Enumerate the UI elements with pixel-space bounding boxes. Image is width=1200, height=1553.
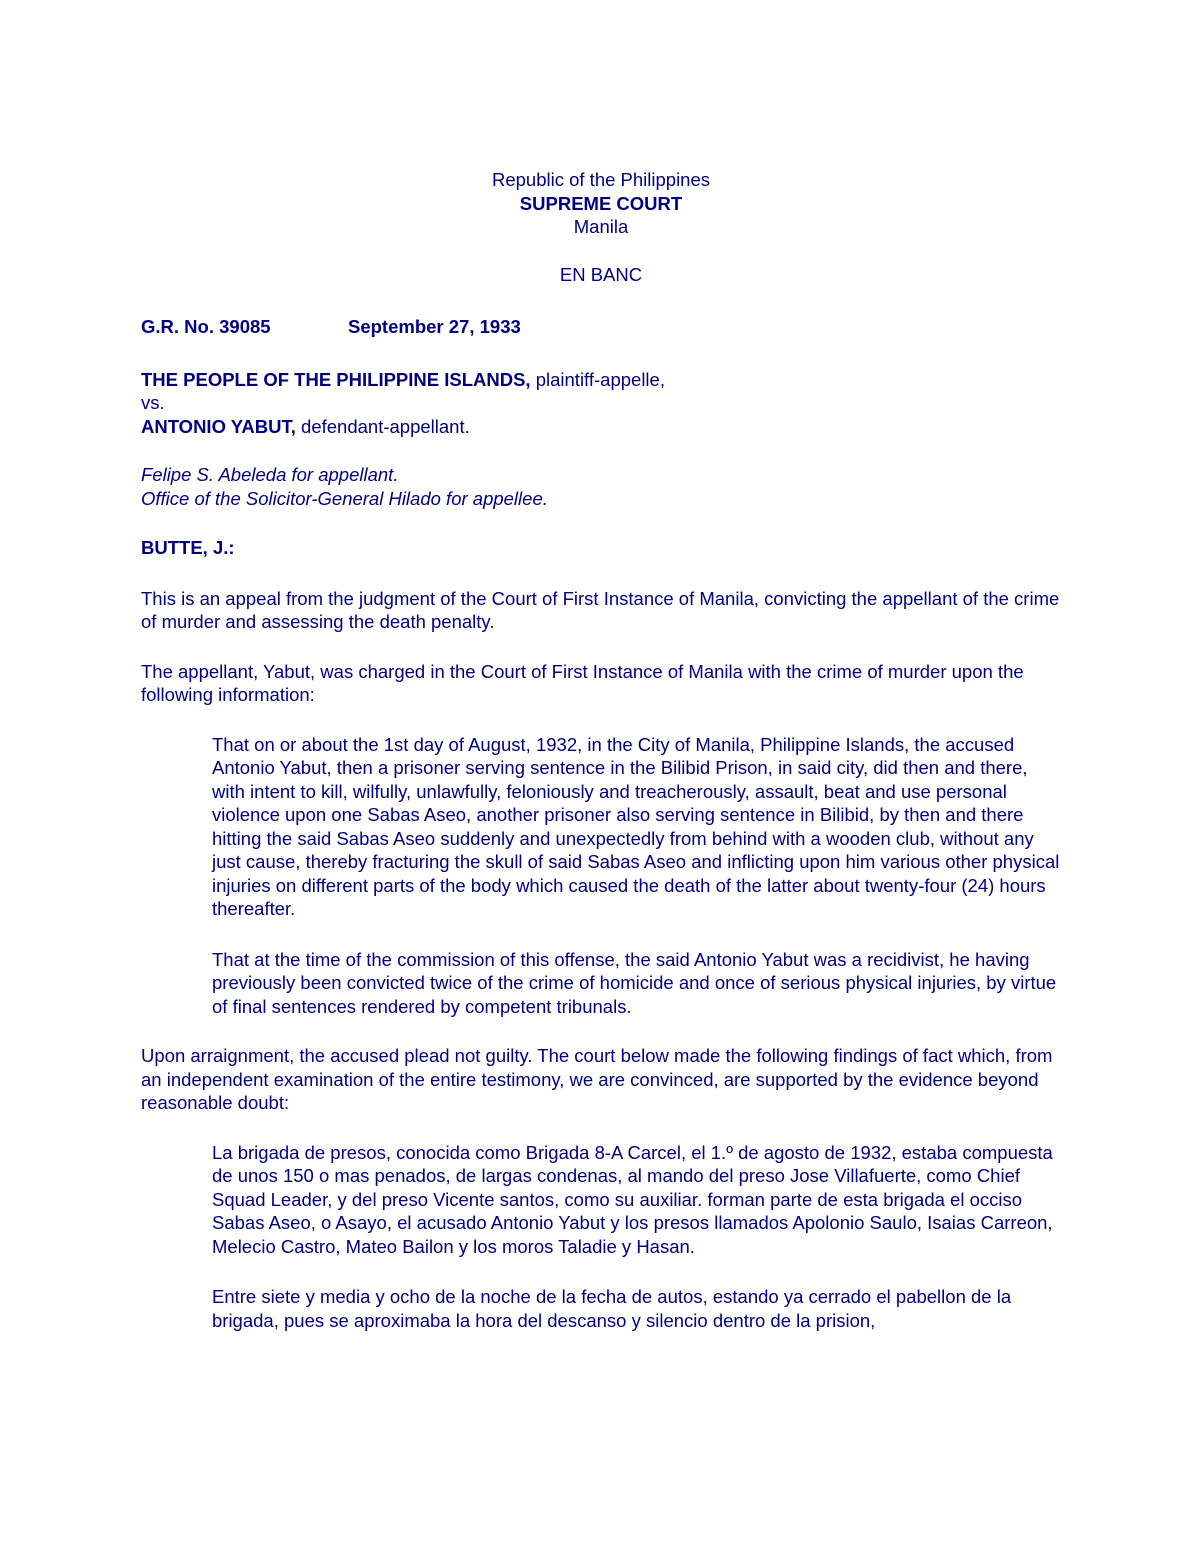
counsel-appellant: Felipe S. Abeleda for appellant. [141, 464, 399, 485]
quoted-findings-2: Entre siete y media y ocho de la noche de la fecha de autos, estando ya cerrado el pabellon de la brigada, pues se aproximaba la hora del descanso y silencio dentro de la prision, [212, 1286, 1012, 1331]
decision-date: September 27, 1933 [348, 316, 521, 337]
defendant-name: ANTONIO YABUT, [141, 415, 296, 437]
case-title [141, 368, 1061, 439]
document-page [141, 168, 1061, 1332]
paragraph-2: The appellant, Yabut, was charged in the Court of First Instance of Manila with the crime of murder upon the following information: [141, 660, 1024, 705]
paragraph-1: This is an appeal from the judgment of the Court of First Instance of Manila, convicting the appellant of the crime of murder and assessing the death penalty. [141, 587, 1060, 632]
ponente [141, 536, 1061, 560]
gr-number: G.R. No. 39085 [141, 316, 271, 337]
division-label: EN BANC [559, 263, 643, 285]
quoted-findings-1: La brigada de presos, conocida como Brigada 8-A Carcel, el 1.º de agosto de 1932, estaba compuesta de unos 150 o mas penados, de largas condenas, al mando del preso Jose Villafuerte, como Chief Squad Leader, y del preso Vicente santos, como su auxiliar. forman parte de esta brigada el occiso Sabas Aseo, o Asayo, el acusado Antonio Yabut y los presos llamados Apolonio Saulo, Isaias Carreon, Melecio Castro, Mateo Bailon y los moros Taladie y Hasan. [212, 1141, 1053, 1257]
republic-line: Republic of the Philippines [491, 169, 711, 190]
plaintiff-name: THE PEOPLE OF THE PHILIPPINE ISLANDS, [141, 368, 531, 390]
quoted-information-1: That on or about the 1st day of August, 1932, in the City of Manila, Philippine Islands, the accused Antonio Yabut, then a prisoner serving sentence in the Bilibid Prison, in said city, did then and there, with intent to kill, wilfully, unlawfully, feloniously and treacherously, assault, beat and use personal violence upon one Sabas Aseo, another prisoner also serving sentence in Bilibid, by then and there hitting the said Sabas Aseo suddenly and unexpectedly from behind with a wooden club, without any just cause, thereby fracturing the skull of said Sabas Aseo and inflicting upon him various other physical injuries on different parts of the body which caused the death of the latter about twenty-four (24) hours thereafter. [212, 733, 1060, 919]
versus-label: vs. [141, 392, 165, 413]
case-number-line [141, 315, 1061, 339]
ponente-text: BUTTE, J.: [141, 537, 235, 558]
court-city: Manila [573, 216, 629, 237]
paragraph-3: Upon arraignment, the accused plead not guilty. The court below made the following findings of fact which, from an independent examination of the entire testimony, we are convinced, are supported by the evidence beyond reasonable doubt: [141, 1045, 1053, 1113]
court-name: SUPREME COURT [519, 192, 683, 214]
court-header [141, 168, 1061, 286]
quoted-information-2: That at the time of the commission of this offense, the said Antonio Yabut was a recidivist, he having previously been convicted twice of the crime of homicide and once of serious physical injuries, by virtue of final sentences rendered by competent tribunals. [212, 948, 1057, 1017]
plaintiff-role: plaintiff-appelle, [530, 368, 665, 390]
counsel-appellee: Office of the Solicitor-General Hilado for appellee. [141, 487, 548, 509]
counsel-block [141, 463, 1061, 510]
defendant-role: defendant-appellant. [295, 415, 470, 437]
